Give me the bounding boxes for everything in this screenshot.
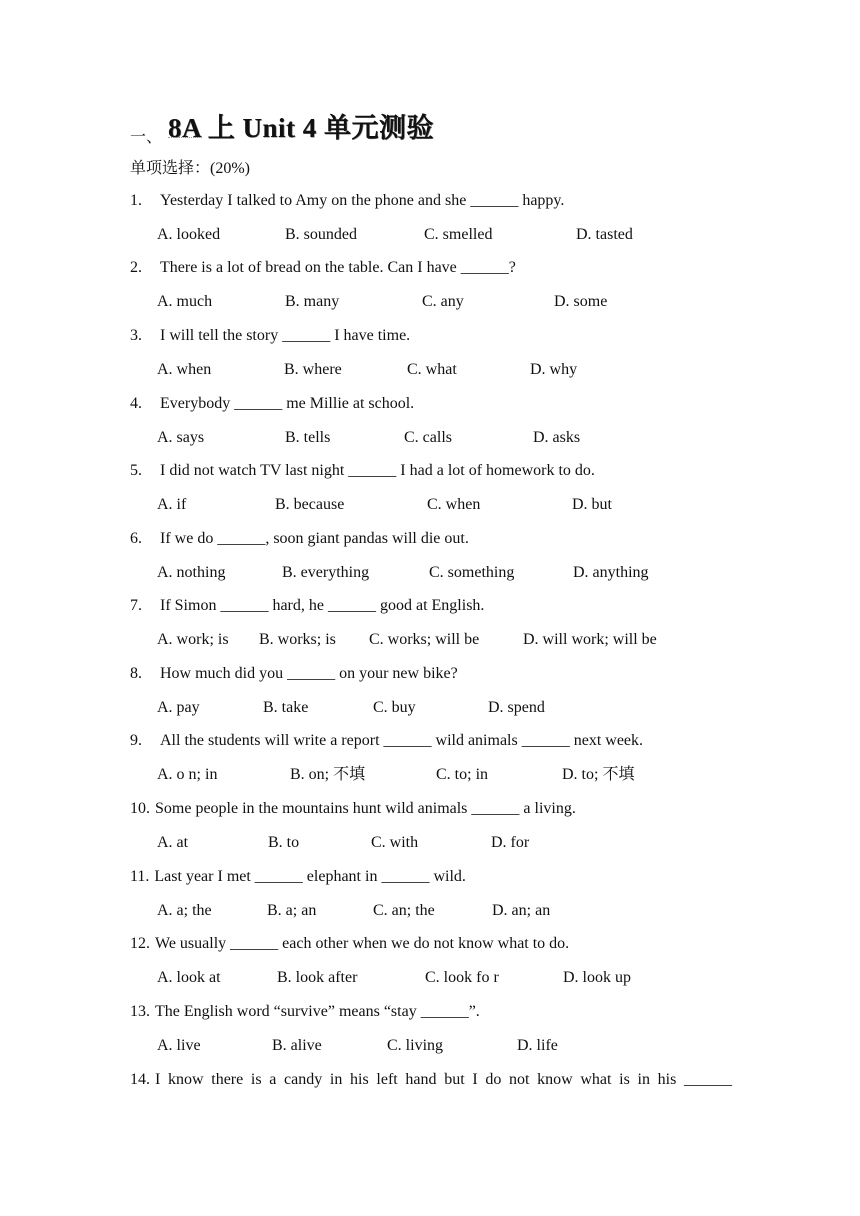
- section-heading: 单项选择：(20%): [130, 160, 250, 177]
- option-a: A. look at: [157, 969, 221, 986]
- question-text: The English word “survive” means “stay ______”.: [155, 1003, 480, 1020]
- question-number: 8.: [130, 665, 142, 682]
- option-c: C. living: [387, 1037, 444, 1054]
- option-c: C. any: [422, 293, 464, 310]
- title-underline: [168, 137, 202, 138]
- question-text: There is a lot of bread on the table. Can I have ______?: [160, 259, 516, 276]
- option-b: B. works; is: [259, 631, 336, 648]
- question-number: 12.: [130, 935, 150, 952]
- question-text: Some people in the mountains hunt wild animals ______ a living.: [155, 800, 576, 817]
- option-d: D. asks: [533, 429, 581, 446]
- option-d: D. an; an: [492, 902, 551, 919]
- option-a: A. when: [157, 361, 212, 378]
- question-text: Everybody ______ me Millie at school.: [160, 395, 415, 412]
- question-text: If we do ______, soon giant pandas will die out.: [160, 530, 469, 547]
- question-stem: [130, 664, 732, 684]
- option-b: B. take: [263, 699, 309, 716]
- question-text: How much did you ______ on your new bike?: [160, 665, 458, 682]
- option-c: C. buy: [373, 699, 416, 716]
- option-a: A. says: [157, 429, 205, 446]
- question-stem: [130, 934, 732, 954]
- option-b: B. look after: [277, 969, 358, 986]
- question-stem: [130, 394, 732, 414]
- option-a: A. work; is: [157, 631, 229, 648]
- option-b: B. sounded: [285, 226, 357, 243]
- question-stem: [130, 867, 732, 887]
- question-stem: [130, 1070, 732, 1090]
- question-stem: [130, 731, 732, 751]
- option-b: B. because: [275, 496, 345, 513]
- question-stem: [130, 799, 732, 819]
- option-c: C. an; the: [373, 902, 435, 919]
- option-c: C. look fo r: [425, 969, 499, 986]
- option-d: D. spend: [488, 699, 545, 716]
- option-d: D. to; 不填: [562, 766, 635, 783]
- option-b: B. tells: [285, 429, 331, 446]
- option-c: C. smelled: [424, 226, 493, 243]
- question-number: 10.: [130, 800, 150, 817]
- option-a: A. at: [157, 834, 189, 851]
- option-a: A. nothing: [157, 564, 226, 581]
- option-b: B. to: [268, 834, 300, 851]
- option-c: C. works; will be: [369, 631, 480, 648]
- question-text: I know there is a candy in his left hand but I do not know what is in his ______: [155, 1071, 732, 1088]
- option-a: A. much: [157, 293, 213, 310]
- question-stem: [130, 596, 732, 616]
- question-stem: [130, 529, 732, 549]
- question-number: 9.: [130, 732, 142, 749]
- option-d: D. for: [491, 834, 530, 851]
- question-number: 6.: [130, 530, 142, 547]
- question-number: 2.: [130, 259, 142, 276]
- option-c: C. to; in: [436, 766, 489, 783]
- option-c: C. calls: [404, 429, 452, 446]
- option-d: D. tasted: [576, 226, 633, 243]
- title-prefix: 一、: [130, 129, 163, 146]
- option-b: B. everything: [282, 564, 370, 581]
- option-d: D. some: [554, 293, 608, 310]
- question-text: I will tell the story ______ I have time.: [160, 327, 411, 344]
- question-number: 11.: [130, 868, 150, 885]
- option-d: D. look up: [563, 969, 631, 986]
- question-number: 14.: [130, 1071, 150, 1088]
- option-d: D. but: [572, 496, 612, 513]
- question-stem: [130, 258, 732, 278]
- option-b: B. alive: [272, 1037, 322, 1054]
- option-a: A. pay: [157, 699, 200, 716]
- question-number: 3.: [130, 327, 142, 344]
- question-stem: [130, 1002, 732, 1022]
- question-text: If Simon ______ hard, he ______ good at English.: [160, 597, 485, 614]
- title-text: 8A 上 Unit 4 单元测验: [168, 113, 435, 143]
- question-stem: [130, 461, 732, 481]
- question-number: 4.: [130, 395, 142, 412]
- option-b: B. on; 不填: [290, 766, 366, 783]
- option-d: D. life: [517, 1037, 558, 1054]
- question-stem: [130, 326, 732, 346]
- option-a: A. looked: [157, 226, 221, 243]
- option-c: C. when: [427, 496, 481, 513]
- question-text: I did not watch TV last night ______ I had a lot of homework to do.: [160, 462, 595, 479]
- option-b: B. a; an: [267, 902, 317, 919]
- option-a: A. if: [157, 496, 187, 513]
- option-d: D. anything: [573, 564, 649, 581]
- option-c: C. with: [371, 834, 419, 851]
- option-d: D. will work; will be: [523, 631, 657, 648]
- option-a: A. a; the: [157, 902, 212, 919]
- question-stem: [130, 191, 732, 211]
- option-d: D. why: [530, 361, 578, 378]
- question-text: Yesterday I talked to Amy on the phone and she ______ happy.: [160, 192, 565, 209]
- question-text: Last year I met ______ elephant in ______ wild.: [154, 868, 466, 885]
- option-a: A. live: [157, 1037, 201, 1054]
- question-number: 1.: [130, 192, 142, 209]
- question-number: 5.: [130, 462, 142, 479]
- question-number: 13.: [130, 1003, 150, 1020]
- option-b: B. where: [284, 361, 342, 378]
- question-number: 7.: [130, 597, 142, 614]
- option-b: B. many: [285, 293, 340, 310]
- option-c: C. something: [429, 564, 515, 581]
- option-c: C. what: [407, 361, 457, 378]
- option-a: A. o n; in: [157, 766, 218, 783]
- question-text: We usually ______ each other when we do not know what to do.: [155, 935, 570, 952]
- question-text: All the students will write a report ______ wild animals ______ next week.: [160, 732, 644, 749]
